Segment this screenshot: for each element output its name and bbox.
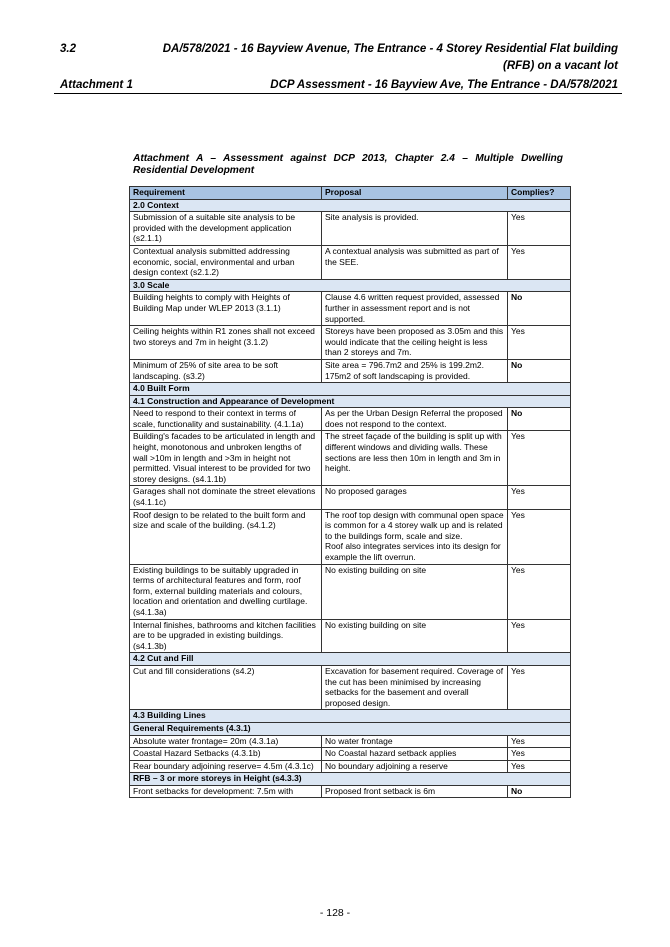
- proposal-cell: No existing building on site: [322, 619, 508, 653]
- table-row: [130, 431, 571, 486]
- proposal-cell: No water frontage: [322, 735, 508, 748]
- requirement-cell: Coastal Hazard Setbacks (4.3.1b): [130, 748, 322, 761]
- header-proposal: Proposal: [322, 187, 508, 200]
- proposal-cell: Proposed front setback is 6m: [322, 785, 508, 798]
- section-heading: 2.0 Context: [130, 199, 571, 212]
- section-heading: 3.0 Scale: [130, 279, 571, 292]
- requirement-cell: Submission of a suitable site analysis to be provided with the development application (s2.1.1): [130, 212, 322, 246]
- table-row: [130, 619, 571, 653]
- table-row: [130, 408, 571, 431]
- attachment-label: Attachment 1: [60, 79, 133, 91]
- table-row: [130, 212, 571, 246]
- section-row: [130, 773, 571, 786]
- section-heading: RFB – 3 or more storeys in Height (s4.3.3): [130, 773, 571, 786]
- proposal-cell: The street façade of the building is split up with different windows and dividing walls. These sections are less then 10m in length and 3m in height.: [322, 431, 508, 486]
- requirement-cell: Front setbacks for development: 7.5m with: [130, 785, 322, 798]
- section-row: [130, 383, 571, 396]
- section-heading: General Requirements (4.3.1): [130, 722, 571, 735]
- proposal-cell: No existing building on site: [322, 564, 508, 619]
- complies-cell: Yes: [508, 564, 571, 619]
- document-title-line2: (RFB) on a vacant lot: [502, 60, 618, 72]
- section-heading: 4.3 Building Lines: [130, 710, 571, 723]
- complies-cell: Yes: [508, 431, 571, 486]
- proposal-cell: Storeys have been proposed as 3.05m and this would indicate that the ceiling height is less than 2 storeys and 7m.: [322, 326, 508, 360]
- complies-cell: Yes: [508, 509, 571, 564]
- requirement-cell: Ceiling heights within R1 zones shall not exceed two storeys and 7m in height (3.1.2): [130, 326, 322, 360]
- section-heading: 4.1 Construction and Appearance of Development: [130, 395, 571, 408]
- complies-cell: Yes: [508, 326, 571, 360]
- complies-cell: No: [508, 292, 571, 326]
- section-row: [130, 710, 571, 723]
- table-row: [130, 665, 571, 709]
- section-number: 3.2: [60, 43, 76, 55]
- proposal-cell: No proposed garages: [322, 486, 508, 509]
- attachment-heading: Attachment A – Assessment against DCP 2013, Chapter 2.4 – Multiple Dwelling Residential Development: [133, 153, 563, 176]
- table-row: [130, 486, 571, 509]
- section-row: [130, 722, 571, 735]
- requirement-cell: Absolute water frontage= 20m (4.3.1a): [130, 735, 322, 748]
- section-heading: 4.0 Built Form: [130, 383, 571, 396]
- complies-cell: No: [508, 408, 571, 431]
- proposal-cell: Excavation for basement required. Coverage of the cut has been minimised by increasing setbacks for the basement and overall proposed design.: [322, 665, 508, 709]
- complies-cell: Yes: [508, 245, 571, 279]
- table-row: [130, 760, 571, 773]
- requirement-cell: Building's facades to be articulated in length and height, monotonous and unbroken lengths of wall >10m in length and >3m in height not permitted. Visual interest to be provided for two storey designs. (s4.1.1b): [130, 431, 322, 486]
- complies-cell: Yes: [508, 735, 571, 748]
- complies-cell: Yes: [508, 760, 571, 773]
- requirement-cell: Roof design to be related to the built form and size and scale of the building. (s4.1.2): [130, 509, 322, 564]
- requirement-cell: Rear boundary adjoining reserve= 4.5m (4.3.1c): [130, 760, 322, 773]
- table-row: [130, 245, 571, 279]
- table-row: [130, 748, 571, 761]
- proposal-cell: No Coastal hazard setback applies: [322, 748, 508, 761]
- requirement-cell: Minimum of 25% of site area to be soft landscaping. (s3.2): [130, 359, 322, 382]
- table-row: [130, 359, 571, 382]
- table-body: [130, 199, 571, 798]
- header-divider: [54, 93, 622, 94]
- complies-cell: Yes: [508, 748, 571, 761]
- requirement-cell: Cut and fill considerations (s4.2): [130, 665, 322, 709]
- proposal-cell: As per the Urban Design Referral the proposed does not respond to the context.: [322, 408, 508, 431]
- section-row: [130, 395, 571, 408]
- attachment-subtitle: DCP Assessment - 16 Bayview Ave, The Entrance - DA/578/2021: [270, 79, 618, 91]
- section-row: [130, 199, 571, 212]
- table-header-row: [130, 187, 571, 200]
- section-row: [130, 653, 571, 666]
- table-row: [130, 292, 571, 326]
- header-requirement: Requirement: [130, 187, 322, 200]
- proposal-cell: The roof top design with communal open space is common for a 4 storey walk up and is related to the buildings form, scale and size. Roof also integrates services into its design for example the lift overrun.: [322, 509, 508, 564]
- requirement-cell: Contextual analysis submitted addressing economic, social, environmental and urban design context (s2.1.2): [130, 245, 322, 279]
- table-row: [130, 735, 571, 748]
- requirement-cell: Existing buildings to be suitably upgraded in terms of architectural features and form, roof form, external building materials and colours, location and orientation and dwelling curtilage. (s4.1.3a): [130, 564, 322, 619]
- complies-cell: Yes: [508, 212, 571, 246]
- proposal-cell: Clause 4.6 written request provided, assessed further in assessment report and is not supported.: [322, 292, 508, 326]
- table-row: [130, 785, 571, 798]
- complies-cell: No: [508, 785, 571, 798]
- complies-cell: Yes: [508, 486, 571, 509]
- page-number: - 128 -: [319, 907, 351, 919]
- table-row: [130, 326, 571, 360]
- assessment-table: [129, 186, 571, 798]
- complies-cell: Yes: [508, 619, 571, 653]
- proposal-cell: A contextual analysis was submitted as part of the SEE.: [322, 245, 508, 279]
- complies-cell: Yes: [508, 665, 571, 709]
- section-row: [130, 279, 571, 292]
- section-heading: 4.2 Cut and Fill: [130, 653, 571, 666]
- document-title-line1: DA/578/2021 - 16 Bayview Avenue, The Entrance - 4 Storey Residential Flat building: [162, 43, 618, 55]
- complies-cell: No: [508, 359, 571, 382]
- header-complies: Complies?: [508, 187, 571, 200]
- proposal-cell: Site analysis is provided.: [322, 212, 508, 246]
- requirement-cell: Internal finishes, bathrooms and kitchen facilities are to be upgraded in existing buildings. (s4.1.3b): [130, 619, 322, 653]
- table-row: [130, 564, 571, 619]
- proposal-cell: No boundary adjoining a reserve: [322, 760, 508, 773]
- proposal-cell: Site area = 796.7m2 and 25% is 199.2m2. 175m2 of soft landscaping is provided.: [322, 359, 508, 382]
- requirement-cell: Building heights to comply with Heights of Building Map under WLEP 2013 (3.1.1): [130, 292, 322, 326]
- table-row: [130, 509, 571, 564]
- requirement-cell: Need to respond to their context in terms of scale, functionality and sustainability. (4.1.1a): [130, 408, 322, 431]
- requirement-cell: Garages shall not dominate the street elevations (s4.1.1c): [130, 486, 322, 509]
